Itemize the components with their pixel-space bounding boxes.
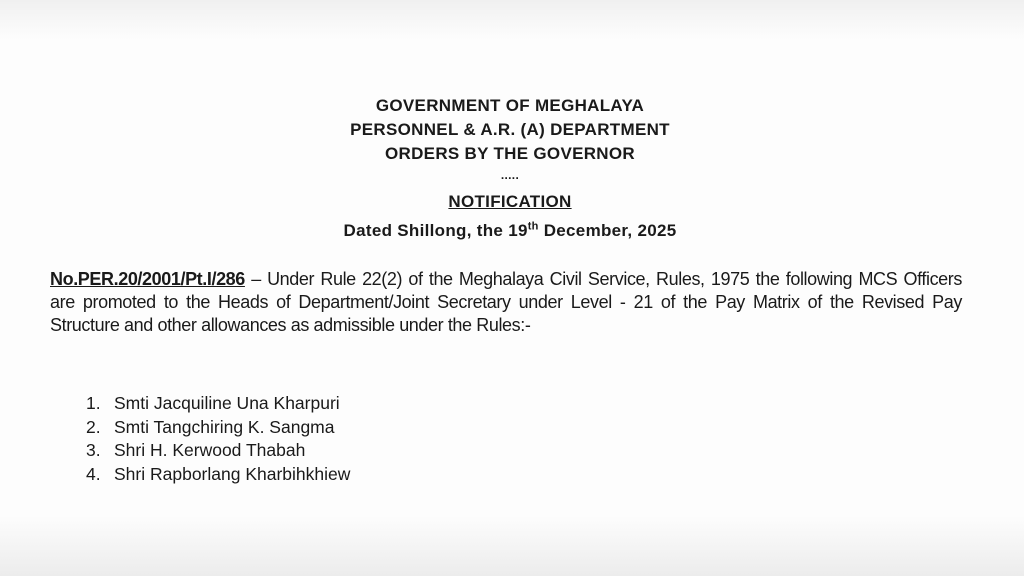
dated-prefix: Dated Shillong, the 19	[343, 221, 528, 240]
item-number: 1.	[86, 393, 101, 413]
dated-sup: th	[527, 220, 539, 233]
list-item	[86, 463, 350, 487]
list-item	[86, 416, 350, 440]
officer-name: Smti Tangchiring K. Sangma	[114, 416, 335, 437]
orders-heading: ORDERS BY THE GOVERNOR	[385, 144, 635, 163]
govt-heading: GOVERNMENT OF MEGHALAYA	[375, 96, 645, 115]
item-number: 4.	[86, 463, 101, 484]
body-text: – Under Rule 22(2) of the Meghalaya Civil Service, Rules, 1975 the following MCS Officers are promoted to the Heads of Department/Joint Secretary under Level - 21 of the Pay Matrix of the Revised Pay Structure and other allowances as admissible under the Rules:-	[50, 269, 962, 335]
dated-line	[250, 220, 770, 242]
officer-list	[86, 392, 350, 486]
officer-name: Shri Rapborlang Kharbihkhiew	[114, 463, 351, 484]
notification-body	[50, 268, 962, 337]
department-heading: PERSONNEL & A.R. (A) DEPARTMENT	[350, 120, 670, 139]
item-number: 2.	[86, 416, 101, 437]
dated-suffix: December, 2025	[538, 221, 677, 240]
officer-name: Smti Jacquiline Una Kharpuri	[114, 393, 340, 413]
officer-name: Shri H. Kerwood Thabah	[114, 440, 306, 460]
notification-title: NOTIFICATION	[448, 192, 572, 211]
item-number: 3.	[86, 440, 101, 460]
reference-number: No.PER.20/2001/Pt.I/286	[50, 269, 245, 289]
list-item	[86, 439, 350, 463]
list-item	[86, 392, 350, 416]
separator-dots: .....	[500, 168, 520, 182]
